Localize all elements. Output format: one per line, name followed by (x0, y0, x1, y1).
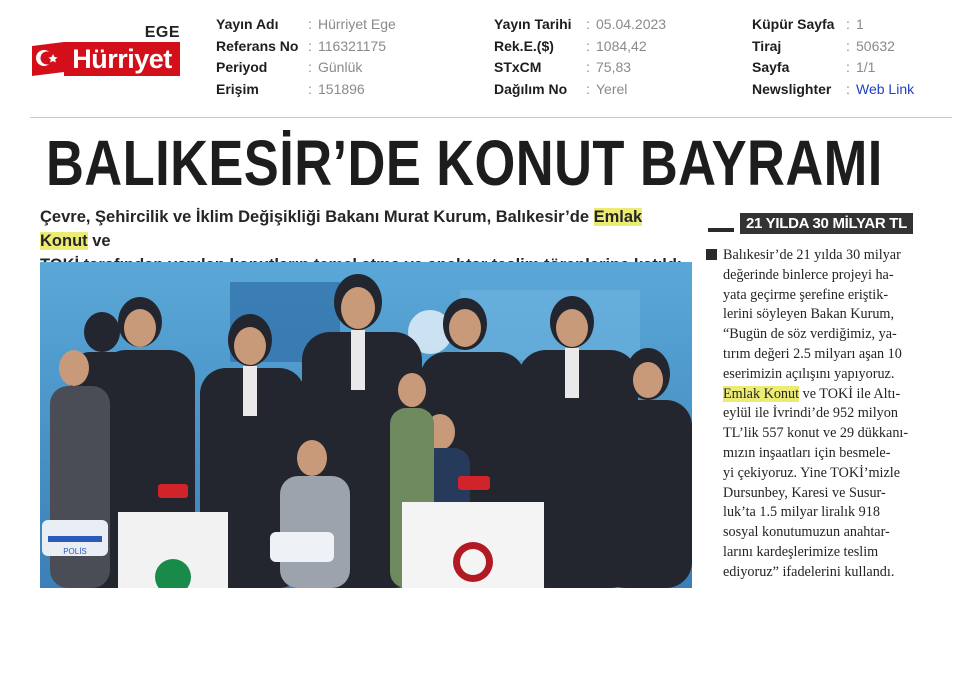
body-line: Balıkesir’de 21 yılda 30 milyar (706, 246, 952, 266)
body-line: değerinde binlerce projeyi ha- (723, 266, 894, 283)
photo-sign-text: POLİS (63, 547, 87, 556)
body-line: lerini söyleyen Bakan Kurum, (723, 306, 894, 323)
meta-separator: : (586, 59, 590, 75)
meta-row (752, 14, 914, 36)
meta-row (494, 57, 666, 79)
body-line: yi çekiyoruz. Yine TOKİ’mizle (723, 464, 901, 481)
meta-label: Küpür Sayfa (752, 16, 835, 32)
sidebar-title-label: 21 YILDA 30 MİLYAR TL (740, 213, 913, 234)
meta-row (216, 79, 396, 101)
body-line: eserimizin açılışını yapıyoruz. (723, 365, 895, 382)
meta-separator: : (846, 16, 850, 32)
meta-separator: : (846, 59, 850, 75)
meta-value: 50632 (856, 37, 895, 54)
web-link[interactable]: Web Link (856, 80, 915, 97)
meta-separator: : (308, 59, 312, 75)
logo-region-text: EGE (144, 24, 180, 41)
meta-label: STxCM (494, 59, 542, 75)
meta-label: Yayın Tarihi (494, 16, 572, 32)
meta-row (216, 57, 396, 79)
meta-label: Sayfa (752, 59, 790, 75)
bullet-square-icon (706, 249, 717, 260)
subhead-text: Çevre, Şehircilik ve İklim Değişikliği Bakanı Murat Kurum, Balıkesir’de (40, 208, 594, 226)
meta-value: 116321175 (318, 37, 386, 54)
body-line: larını kardeşlerimize teslim (723, 543, 879, 560)
meta-separator: : (586, 80, 590, 97)
meta-row (752, 36, 914, 58)
body-line: eylül ile İvrindi’de 952 milyon (723, 405, 898, 422)
meta-value: Günlük (318, 59, 363, 75)
meta-label: Newslighter (752, 80, 832, 97)
meta-column-3 (752, 14, 914, 100)
meta-row (752, 57, 914, 79)
body-line: yata geçirme şerefine eriştik- (723, 286, 889, 303)
meta-label: Periyod (216, 59, 268, 75)
meta-separator: : (308, 16, 312, 32)
body-line: TL’lik 557 konut ve 29 dükkanı- (723, 425, 909, 442)
title-bar-decoration (708, 228, 734, 232)
meta-value: 1 (856, 16, 864, 32)
meta-row (216, 36, 396, 58)
meta-row (752, 79, 914, 101)
meta-value: 05.04.2023 (596, 16, 667, 32)
body-line: mızın inşaatları için besmele- (723, 444, 891, 461)
meta-separator: : (586, 37, 590, 54)
body-line: ediyoruz” ifadelerini kullandı. (723, 563, 895, 580)
meta-label: Yayın Adı (216, 16, 279, 32)
body-line: tırım değeri 2.5 milyarı aşan 10 (723, 345, 902, 362)
meta-row (494, 79, 666, 101)
meta-separator: : (308, 80, 312, 97)
sidebar-title (708, 212, 948, 234)
highlighted-keyword: Emlak Konut (723, 385, 800, 402)
header-divider (30, 117, 952, 118)
meta-row (494, 14, 666, 36)
hurriyet-ege-logo (30, 24, 182, 80)
meta-label: Referans No (216, 37, 299, 54)
highlighted-keyword: Emlak Konut (40, 208, 643, 250)
meta-separator: : (586, 16, 590, 32)
meta-label: Erişim (216, 80, 259, 97)
body-line: Emlak Konut ve TOKİ ile Altı- (723, 385, 901, 402)
body-line: luk’ta 1.5 milyar liralık 918 (723, 504, 880, 521)
meta-column-1 (216, 14, 396, 100)
meta-separator: : (308, 37, 312, 54)
meta-separator: : (846, 37, 850, 54)
body-line: sosyal konutumuzun anahtar- (723, 524, 890, 541)
meta-value: 151896 (318, 80, 365, 97)
logo-brand-text: Hürriyet (64, 42, 180, 76)
meta-value: Hürriyet Ege (318, 16, 396, 32)
meta-label: Rek.E.($) (494, 37, 554, 54)
article-photo (40, 262, 692, 588)
meta-separator: : (846, 80, 850, 97)
meta-row (216, 14, 396, 36)
flag-logo-icon (30, 40, 66, 78)
meta-value: 75,83 (596, 59, 632, 75)
meta-value: Yerel (596, 80, 628, 97)
meta-row (494, 36, 666, 58)
body-line: “Bugün de söz verdiğimiz, ya- (723, 326, 897, 343)
meta-label: Dağılım No (494, 80, 568, 97)
meta-column-2 (494, 14, 666, 100)
body-line: Dursunbey, Karesi ve Susur- (723, 484, 886, 501)
meta-value: 1/1 (856, 59, 876, 75)
article-headline: BALIKESİR’DE KONUT BAYRAMI (46, 127, 883, 199)
meta-label: Tiraj (752, 37, 782, 54)
subhead-text: ve (87, 232, 111, 250)
article-body (706, 246, 952, 583)
meta-value: 1084,42 (596, 37, 647, 54)
